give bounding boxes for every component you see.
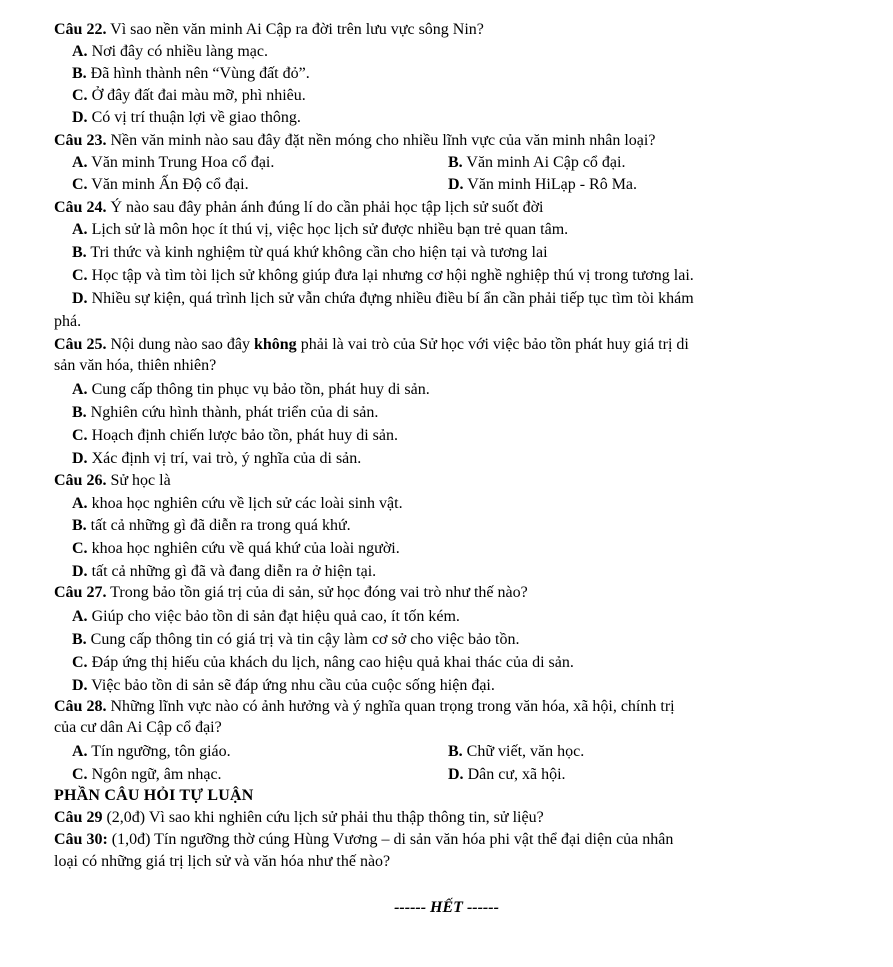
- option-text: Dân cư, xã hội.: [463, 766, 566, 783]
- q22-option-c: [72, 86, 306, 106]
- q27-option-d: [72, 676, 495, 696]
- option-text: Văn minh HiLạp - Rô Ma.: [463, 176, 638, 193]
- option-letter: C.: [72, 766, 88, 783]
- option-letter: D.: [72, 563, 88, 580]
- q25-option-a: [72, 380, 430, 400]
- question-number: Câu 28.: [54, 698, 107, 715]
- option-text: Cung cấp thông tin có giá trị và tin cậy làm cơ sở cho việc bảo tồn.: [86, 631, 520, 648]
- question-30-continued: loại có những giá trị lịch sử và văn hóa như thế nào?: [54, 853, 391, 870]
- question-27: [54, 583, 528, 603]
- question-26: [54, 471, 171, 491]
- option-text: Văn minh Ấn Độ cổ đại.: [87, 176, 249, 193]
- option-text: Xác định vị trí, vai trò, ý nghĩa của di sản.: [87, 450, 362, 467]
- question-24: [54, 198, 544, 218]
- option-text: khoa học nghiên cứu về lịch sử các loài sinh vật.: [87, 495, 403, 512]
- option-text: khoa học nghiên cứu về quá khứ của loài người.: [87, 540, 400, 557]
- question-30: [54, 830, 673, 850]
- option-letter: A.: [72, 154, 88, 171]
- q22-option-d: [72, 108, 301, 128]
- question-number: Câu 23.: [54, 132, 107, 149]
- question-28-continued: của cư dân Ai Cập cổ đại?: [54, 719, 222, 736]
- question-number: Câu 25.: [54, 336, 107, 353]
- option-text: Ngôn ngữ, âm nhạc.: [87, 766, 222, 783]
- q23-option-b: [448, 153, 625, 173]
- q25-option-d: [72, 449, 361, 469]
- question-text: Sử học là: [106, 472, 171, 489]
- option-letter: A.: [72, 608, 88, 625]
- question-text: Nền văn minh nào sau đây đặt nền móng cho nhiều lĩnh vực của văn minh nhân loại?: [106, 132, 656, 149]
- option-text: Có vị trí thuận lợi về giao thông.: [87, 109, 301, 126]
- question-number: Câu 27.: [54, 584, 107, 601]
- option-text: Lịch sử là môn học ít thú vị, việc học lịch sử được nhiều bạn trẻ quan tâm.: [87, 221, 569, 238]
- option-text: Tín ngưỡng, tôn giáo.: [87, 743, 231, 760]
- q23-option-a: [72, 153, 274, 173]
- q27-option-a: [72, 607, 460, 627]
- option-letter: C.: [72, 427, 88, 444]
- option-letter: C.: [72, 654, 88, 671]
- option-text: tất cả những gì đã diễn ra trong quá khứ.: [86, 517, 351, 534]
- q26-option-c: [72, 539, 400, 559]
- q23-option-c: [72, 175, 249, 195]
- q26-option-d: [72, 562, 376, 582]
- option-text: Học tập và tìm tòi lịch sử không giúp đưa lại nhưng cơ hội nghề nghiệp thú vị trong tương lai.: [87, 267, 694, 284]
- option-text: Chữ viết, văn học.: [462, 743, 585, 760]
- option-text: Hoạch định chiến lược bảo tồn, phát huy di sản.: [87, 427, 398, 444]
- question-text: (2,0đ) Vì sao khi nghiên cứu lịch sử phải thu thập thông tin, sử liệu?: [102, 809, 544, 826]
- q28-option-b: [448, 742, 584, 762]
- question-text: Ý nào sau đây phản ánh đúng lí do cần phải học tập lịch sử suốt đời: [106, 199, 544, 216]
- q22-option-a: [72, 42, 268, 62]
- option-letter: B.: [448, 743, 463, 760]
- question-23: [54, 131, 655, 151]
- question-text: (1,0đ) Tín ngưỡng thờ cúng Hùng Vương – di sản văn hóa phi vật thể đại diện của nhân: [107, 831, 674, 848]
- option-text: Văn minh Ai Cập cổ đại.: [462, 154, 626, 171]
- question-number: Câu 22.: [54, 21, 107, 38]
- q28-option-a: [72, 742, 231, 762]
- q24-option-b: [72, 243, 548, 263]
- section-title: PHẦN CÂU HỎI TỰ LUẬN: [54, 787, 254, 804]
- q28-option-d: [448, 765, 566, 785]
- q27-option-c: [72, 653, 574, 673]
- option-letter: B.: [72, 65, 87, 82]
- option-text: Văn minh Trung Hoa cổ đại.: [87, 154, 275, 171]
- question-28: [54, 697, 675, 717]
- option-letter: D.: [72, 290, 88, 307]
- option-text: Đáp ứng thị hiếu của khách du lịch, nâng cao hiệu quả khai thác của di sản.: [87, 654, 574, 671]
- question-text: Vì sao nền văn minh Ai Cập ra đời trên lưu vực sông Nin?: [106, 21, 484, 38]
- option-letter: A.: [72, 381, 88, 398]
- end-mark: ------ HẾT ------: [394, 899, 499, 916]
- question-text-emphasis: không: [253, 336, 297, 353]
- option-text: Nơi đây có nhiều làng mạc.: [87, 43, 268, 60]
- question-number: Câu 24.: [54, 199, 107, 216]
- question-text: Những lĩnh vực nào có ảnh hưởng và ý nghĩa quan trọng trong văn hóa, xã hội, chính trị: [106, 698, 675, 715]
- option-text: Nhiều sự kiện, quá trình lịch sử vẫn chứa đựng nhiều điều bí ẩn cần phải tiếp tục tìm tòi khám: [87, 290, 694, 307]
- option-letter: B.: [72, 517, 87, 534]
- option-text: Đã hình thành nên “Vùng đất đỏ”.: [86, 65, 310, 82]
- q22-option-b: [72, 64, 310, 84]
- question-22: [54, 20, 484, 40]
- option-text: Tri thức và kinh nghiệm từ quá khứ không cần cho hiện tại và tương lai: [86, 244, 548, 261]
- q24-option-a: [72, 220, 568, 240]
- option-letter: A.: [72, 495, 88, 512]
- question-number: Câu 29: [54, 809, 103, 826]
- option-text: Nghiên cứu hình thành, phát triển của di sản.: [86, 404, 379, 421]
- option-text: Giúp cho việc bảo tồn di sản đạt hiệu quả cao, ít tốn kém.: [87, 608, 460, 625]
- option-text: Cung cấp thông tin phục vụ bảo tồn, phát huy di sản.: [87, 381, 430, 398]
- option-letter: B.: [72, 631, 87, 648]
- option-letter: C.: [72, 176, 88, 193]
- option-letter: B.: [72, 244, 87, 261]
- question-text: Nội dung nào sao đây: [106, 336, 254, 353]
- question-text: Trong bảo tồn giá trị của di sản, sử học đóng vai trò như thế nào?: [106, 584, 528, 601]
- q26-option-a: [72, 494, 403, 514]
- q24-option-d-continued: phá.: [54, 313, 82, 330]
- option-letter: C.: [72, 540, 88, 557]
- q27-option-b: [72, 630, 519, 650]
- option-letter: B.: [72, 404, 87, 421]
- q24-option-c: [72, 266, 694, 286]
- question-number: Câu 30:: [54, 831, 108, 848]
- option-letter: D.: [448, 176, 464, 193]
- q23-option-d: [448, 175, 637, 195]
- option-letter: D.: [72, 450, 88, 467]
- option-letter: C.: [72, 87, 88, 104]
- option-text: Việc bảo tồn di sản sẽ đáp ứng nhu cầu của cuộc sống hiện đại.: [87, 677, 495, 694]
- option-text: Ở đây đất đai màu mỡ, phì nhiêu.: [87, 87, 306, 104]
- option-letter: D.: [72, 677, 88, 694]
- q25-option-c: [72, 426, 398, 446]
- q26-option-b: [72, 516, 351, 536]
- q25-option-b: [72, 403, 378, 423]
- option-letter: B.: [448, 154, 463, 171]
- q28-option-c: [72, 765, 222, 785]
- option-letter: D.: [72, 109, 88, 126]
- option-letter: A.: [72, 743, 88, 760]
- question-25: [54, 335, 689, 355]
- option-letter: A.: [72, 221, 88, 238]
- option-letter: C.: [72, 267, 88, 284]
- question-number: Câu 26.: [54, 472, 107, 489]
- question-25-continued: sản văn hóa, thiên nhiên?: [54, 357, 217, 374]
- option-letter: D.: [448, 766, 464, 783]
- question-29: [54, 808, 544, 828]
- question-text: phải là vai trò của Sử học với việc bảo tồn phát huy giá trị di: [296, 336, 689, 353]
- q24-option-d: [72, 289, 694, 309]
- option-text: tất cả những gì đã và đang diễn ra ở hiện tại.: [87, 563, 377, 580]
- option-letter: A.: [72, 43, 88, 60]
